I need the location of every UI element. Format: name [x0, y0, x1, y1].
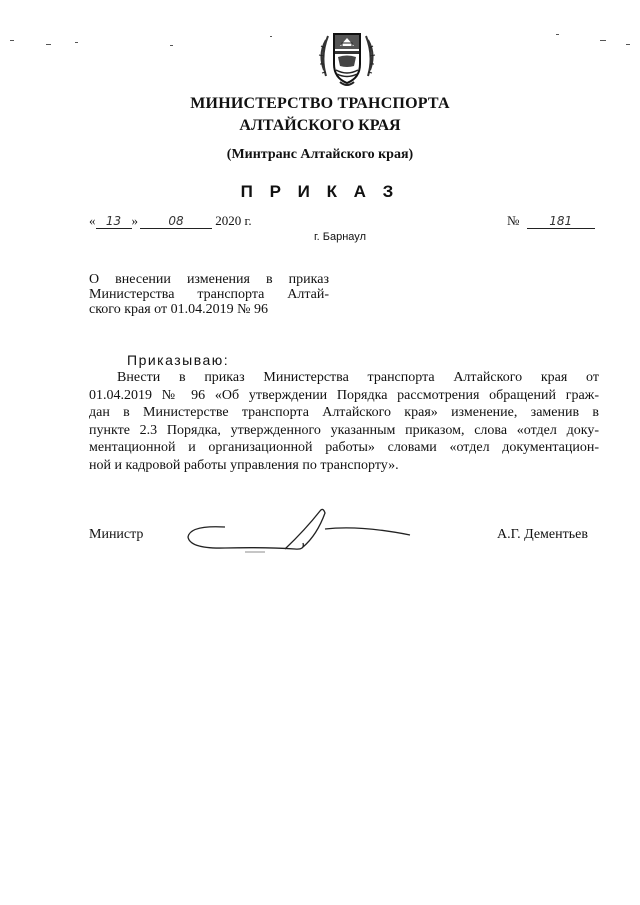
- body-line: ментационной и организационной работы» словами «отдел документацион-: [89, 440, 599, 455]
- body-line: 01.04.2019 № 96 «Об утверждении Порядка рассмотрения обращений граж-: [89, 387, 599, 403]
- date-close-quote: »: [131, 213, 138, 228]
- document-date: [89, 213, 252, 229]
- subject-line: Министерства транспорта Алтай-: [89, 287, 329, 302]
- signer-position: Министр: [89, 527, 144, 542]
- scan-speck: [10, 40, 14, 41]
- document-subject: [89, 272, 329, 317]
- scan-speck: [626, 44, 630, 45]
- document-title: П Р И К А З: [240, 182, 400, 201]
- body-line: пункте 2.3 Порядка, утвержденного указанным приказом, слова «отдел доку-: [89, 422, 599, 438]
- document-number: [507, 213, 595, 229]
- body-line: дан в Министерстве транспорта Алтайского края» изменение, заменив в: [89, 405, 599, 420]
- signer-name: А.Г. Дементьев: [497, 527, 588, 542]
- number-value: 181: [527, 215, 595, 229]
- scan-speck: [270, 36, 272, 37]
- date-month: 08: [140, 215, 212, 229]
- coat-of-arms-emblem: [318, 26, 376, 90]
- date-open-quote: «: [89, 213, 96, 228]
- scan-speck: [170, 45, 173, 46]
- body-line: ной и кадровой работы управления по транспорту».: [89, 457, 399, 473]
- handwritten-signature: [185, 505, 415, 555]
- date-year: 2020 г.: [215, 213, 252, 228]
- scan-speck: [46, 44, 51, 45]
- city: г. Барнаул: [314, 231, 366, 243]
- subject-line: ского края от 01.04.2019 № 96: [89, 302, 268, 317]
- organization-short-name: (Минтранс Алтайского края): [226, 147, 414, 162]
- scan-speck: [600, 40, 606, 41]
- subject-line: О внесении изменения в приказ: [89, 272, 329, 287]
- organization-name-line2: АЛТАЙСКОГО КРАЯ: [239, 117, 401, 134]
- scan-speck: [75, 42, 78, 43]
- organization-name-line1: МИНИСТЕРСТВО ТРАНСПОРТА: [190, 95, 450, 112]
- scan-speck: [556, 34, 559, 35]
- number-label: №: [507, 213, 520, 228]
- order-word: Приказываю:: [127, 352, 230, 368]
- date-day: 13: [96, 215, 132, 229]
- document-body: [89, 369, 599, 474]
- body-line: Внести в приказ Министерства транспорта Алтайского края от: [117, 370, 599, 385]
